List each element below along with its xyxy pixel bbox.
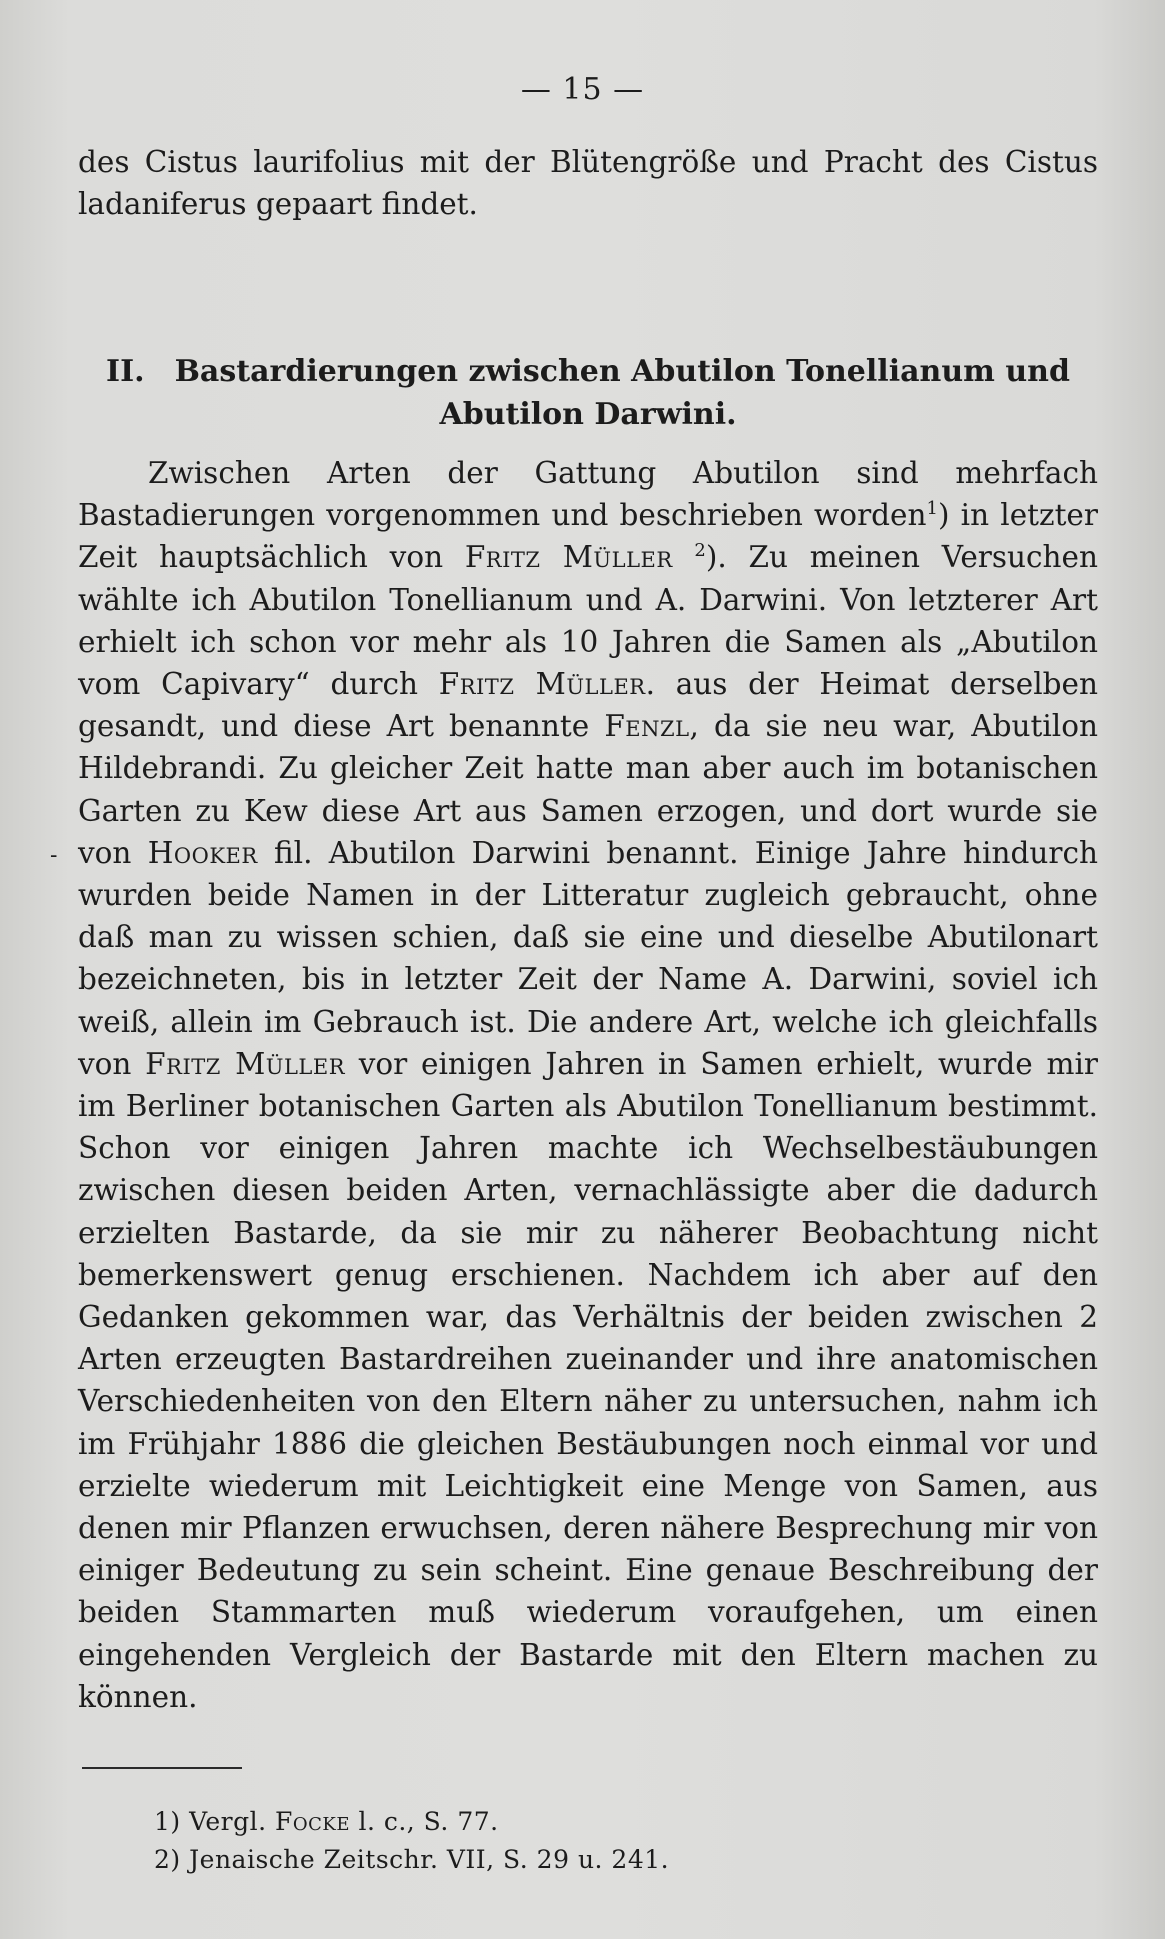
footnote-text: l. c., S. 77. — [358, 1807, 499, 1836]
footnote-label: 1) — [154, 1807, 181, 1836]
footnote-text: Vergl. — [189, 1807, 267, 1836]
author-name: Hooker — [147, 835, 258, 870]
author-name: Fenzl — [604, 709, 690, 744]
body-segment-6: fil. Abutilon Darwini benannt. Einige Jahre hindurch wurden beide Namen in der Litteratur zugleich gebraucht, ohne daß man zu wissen schien, daß sie eine und dieselbe Abutilonart bezeichneten, bis in letzter Zeit der Name A. Darwini, soviel ich weiß, allein im Gebrauch ist. Die andere Art, welche ich gleichfalls von — [78, 835, 1098, 1081]
footnote-ref-1[interactable]: 1 — [926, 498, 938, 520]
footnote-text: Jenaische Zeitschr. VII, S. 29 u. 241. — [189, 1845, 670, 1874]
body-segment-7: vor einigen Jahren in Samen erhielt, wurde mir im Berliner botanischen Garten als Abutilon Tonellianum bestimmt. Schon vor einigen Jahren machte ich Wechselbestäubungen zwischen diesen beiden Arten, vernachlässigte aber die dadurch erzielten Bastarde, da sie mir zu näherer Beobachtung nicht bemerkenswert genug erschienen. Nachdem ich aber auf den Gedanken gekommen war, das Verhältnis der beiden zwischen 2 Arten erzeugten Bastardreihen zueinander und ihre anatomischen Verschiedenheiten von den Eltern näher zu untersuchen, nahm ich im Frühjahr 1886 die gleichen Bestäubungen noch einmal vor und erzielte wiederum mit Leichtigkeit eine Menge von Samen, aus denen mir Pflanzen erwuchsen, deren nähere Besprechung mir von einiger Bedeutung zu sein scheint. Eine genaue Beschreibung der beiden Stammarten muß wiederum voraufgehen, um einen eingehenden Vergleich der Bastarde mit den Eltern machen zu können. — [78, 1046, 1098, 1714]
section-title: Bastardierungen zwischen Abutilon Tonellianum und Abutilon Darwini. — [174, 354, 1070, 432]
intro-paragraph — [78, 141, 1098, 225]
body-segment-2: ) in letzter Zeit hauptsächlich von — [78, 498, 1098, 575]
body-segment-3: ). Zu meinen Versuchen wählte ich Abutilon Tonellianum und A. Darwini. Von letzterer Art erhielt ich schon vor mehr als 10 Jahren die Samen als „Abutilon vom Capivary“ durch — [78, 540, 1099, 702]
body-segment-4: . aus der Heimat derselben gesandt, und diese Art benannte — [78, 667, 1098, 744]
section-number: II. — [106, 354, 145, 389]
page-number: — 15 — — [520, 72, 645, 107]
author-name: Fritz Müller — [145, 1046, 346, 1081]
author-name: Fritz Müller — [464, 540, 673, 575]
footnote-label: 2) — [154, 1845, 181, 1874]
body-segment-1: Zwischen Arten der Gattung Abutilon sind mehrfach Bastadierungen vorgenommen und beschrieben worden — [78, 456, 1098, 533]
body-paragraph — [78, 452, 1098, 1718]
footnote-divider — [82, 1767, 242, 1769]
footnote-2 — [154, 1841, 1054, 1879]
margin-mark: - — [50, 843, 58, 868]
author-name: Focke — [275, 1807, 350, 1836]
intro-text: des Cistus laurifolius mit der Blütengröße und Pracht des Cistus ladaniferus gepaart findet. — [78, 145, 1098, 222]
body-segment-5: , da sie neu war, Abutilon Hildebrandi. Zu gleicher Zeit hatte man aber auch im botanischen Garten zu Kew diese Art aus Samen erzogen, und dort wurde sie von — [78, 709, 1098, 870]
footnotes — [154, 1803, 1054, 1879]
author-name: Fritz Müller — [438, 667, 646, 702]
body-text — [78, 452, 1098, 1718]
footnote-ref-2[interactable]: 2 — [694, 540, 706, 562]
footnote-1 — [154, 1803, 1054, 1841]
section-heading — [78, 350, 1098, 436]
